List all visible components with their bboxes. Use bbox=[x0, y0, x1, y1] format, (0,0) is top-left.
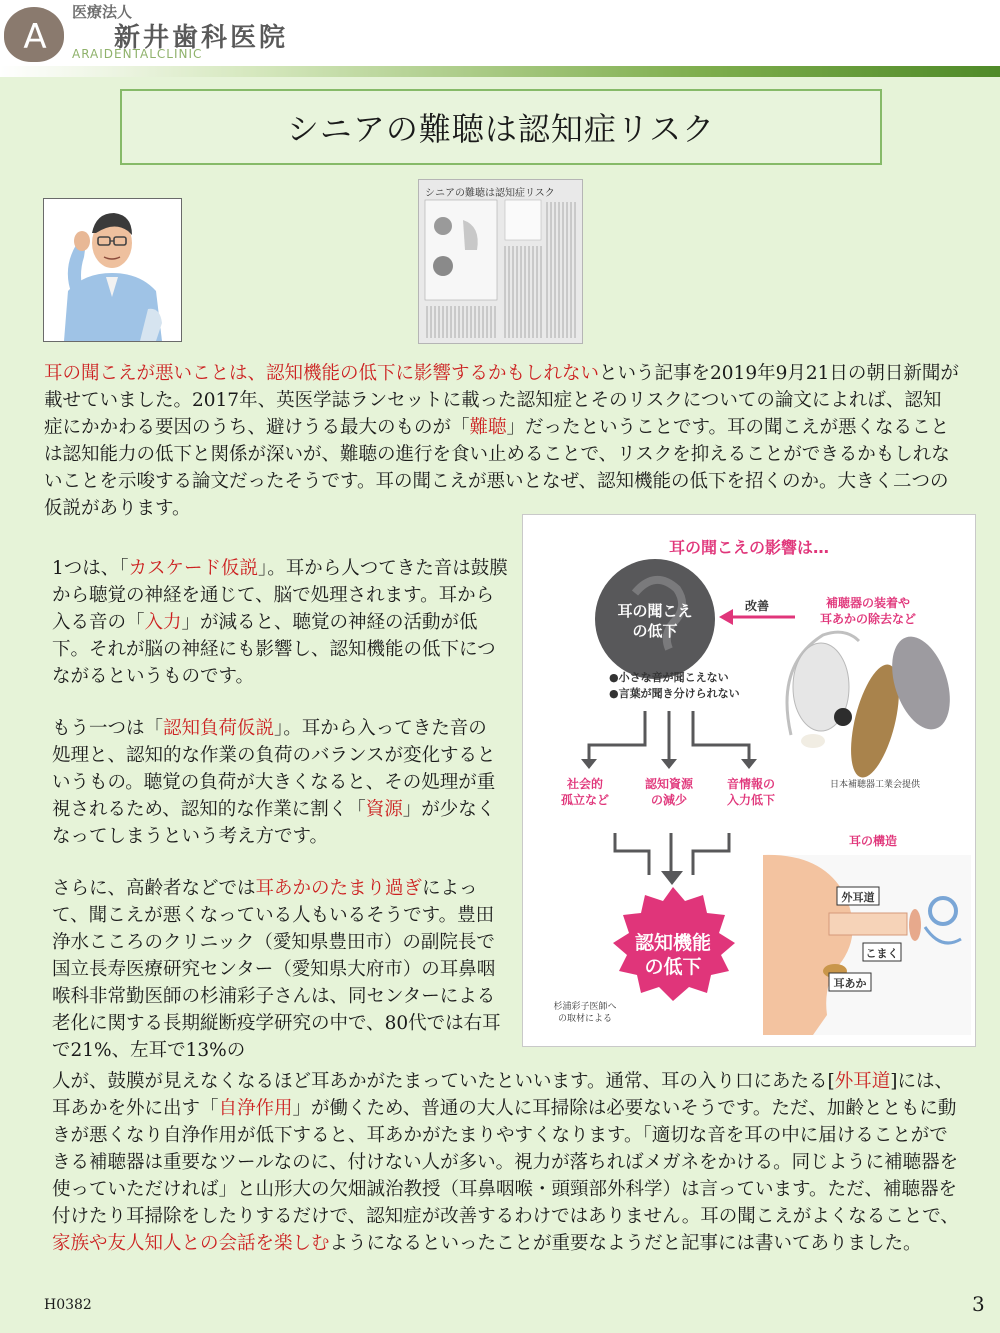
branch-arrow-head-1 bbox=[581, 759, 597, 769]
cascade-hypothesis-paragraph bbox=[52, 555, 510, 690]
source-line2: の取材による bbox=[557, 1014, 613, 1024]
center-line2: の低下 bbox=[632, 622, 678, 640]
earwax-paragraph bbox=[52, 875, 507, 1064]
logo-mark: A bbox=[23, 17, 47, 57]
intro-text-1: という記事を2019年9月21日の朝日新聞が載せていました。2017年、英医学誌ランセットに載った認知症とそのリスクについての論文によれば、認知症にかかわる要因のうち、避けうる最大のものが「 bbox=[44, 363, 959, 438]
effect2-line1: 認知資源 bbox=[644, 777, 694, 791]
intro-highlight: 耳の聞こえが悪いことは、認知機能の低下に影響するかもしれない bbox=[44, 363, 600, 384]
result-line2: の低下 bbox=[644, 956, 702, 978]
newspaper-clipping bbox=[418, 179, 583, 344]
earwax-text-2: によって、聞こえが悪くなっている人もいるそうです。豊田浄水こころのクリニック（愛知県豊田市）の副院長で国立長寿医療研究センター（愛知県大府市）の耳鼻咽喉科非常勤医師の杉浦彩子さんは、同センターによる老化に関する長期縦断疫学研究の中で、80代では右耳で21%、左耳で13%の bbox=[52, 878, 501, 1061]
drum-label: こまく bbox=[865, 947, 899, 960]
converge-arrows bbox=[615, 833, 729, 875]
conclusion-highlight-1: 外耳道 bbox=[834, 1071, 891, 1092]
cascade-highlight-1: カスケード仮説 bbox=[128, 558, 259, 579]
title-box bbox=[120, 89, 882, 165]
conclusion-text-3: 」が働くため、普通の大人に耳掃除は必要ないそうです。ただ、加齢とともに動きが悪くなり自浄作用が低下すると、耳あかがたまりやすくなります。「適切な音を耳の中に届けることができる補聴器は重要なツールなのに、付けない人が多い。視力が落ちればメガネをかける。同じように補聴器を使っていただければ」と山形大の欠畑誠治教授（耳鼻咽喉・頭頸部外科学）は言っています。ただ、補聴器を付けたり耳掃除をしたりするだけで、認知症が改善するわけではありません。耳の聞こえがよくなることで、 bbox=[52, 1098, 959, 1227]
intro-paragraph bbox=[44, 360, 959, 522]
aid-line2: 耳あかの除去など bbox=[819, 612, 917, 626]
effect1-line1: 社会的 bbox=[566, 777, 604, 791]
clinic-name: 新井歯科医院 bbox=[114, 23, 289, 53]
figure-title: 耳の聞こえの影響は… bbox=[668, 538, 830, 557]
center-line1: 耳の聞こえ bbox=[617, 602, 693, 620]
clipping-headline: シニアの難聴は認知症リスク bbox=[425, 188, 555, 199]
load-text-3: 」が少なくなってしまうという考え方です。 bbox=[52, 799, 496, 847]
improve-arrow-head bbox=[719, 609, 733, 625]
conclusion-text-4: ようになるといったことが重要なようだと記事には書いてありました。 bbox=[329, 1233, 922, 1254]
result-line1: 認知機能 bbox=[634, 932, 712, 954]
cascade-text-1: 1つは、「 bbox=[52, 558, 129, 579]
aid-line1: 補聴器の装着や bbox=[825, 596, 911, 610]
load-highlight-1: 認知負荷仮説 bbox=[163, 718, 275, 739]
conclusion-highlight-3: 家族や友人知人との会話を楽しむ bbox=[52, 1233, 330, 1254]
page-title: シニアの難聴は認知症リスク bbox=[286, 110, 716, 148]
senior-man-photo bbox=[43, 198, 182, 342]
clinic-name-english: ARAIDENTALCLINIC bbox=[72, 47, 203, 61]
hearing-impact-figure bbox=[522, 514, 976, 1047]
conclusion-highlight-2: 自浄作用 bbox=[218, 1098, 293, 1119]
intro-highlight-2: 難聴 bbox=[469, 417, 507, 438]
improve-label: 改善 bbox=[744, 599, 770, 613]
earwax-text-1: さらに、高齢者などでは bbox=[52, 878, 256, 899]
branch-arrow-head-2 bbox=[661, 759, 677, 769]
bullet-small-sounds: ●小さな音が聞こえない bbox=[609, 671, 729, 684]
hearing-aid-illustration bbox=[787, 629, 961, 782]
load-highlight-2: 資源 bbox=[365, 799, 403, 820]
cascade-text-2: 」。耳から人つてきた音は鼓膜から聴覚の神経を通じて、脳で処理されます。耳から入る音の「 bbox=[52, 558, 508, 633]
ear-structure-title: 耳の構造 bbox=[848, 834, 898, 848]
clinic-logo[interactable] bbox=[4, 3, 314, 63]
source-line1: 杉浦彩子医師へ bbox=[553, 1002, 617, 1012]
header-gradient-line bbox=[0, 66, 1000, 77]
effect2-line2: の減少 bbox=[650, 793, 688, 807]
effect3-line1: 音情報の bbox=[726, 777, 776, 791]
intro-text-2: 」だったということです。耳の聞こえが悪くなることは認知能力の低下と関係が深いが、難聴の進行を食い止めることで、リスクを抑えることができるかもしれないことを示唆する論文だったそうです。耳の聞こえが悪いとなぜ、認知機能の低下を招くのか。大きく二つの仮説があります。 bbox=[44, 417, 950, 519]
conclusion-paragraph bbox=[52, 1068, 964, 1257]
conclusion-text-1: 人が、鼓膜が見えなくなるほど耳あかがたまっていたといいます。通常、耳の入り口にあたる[ bbox=[52, 1071, 835, 1092]
branch-arrow-head-3 bbox=[741, 759, 757, 769]
conclusion-text-2: ]には、耳あかを外に出す「 bbox=[52, 1071, 953, 1119]
document-code: H0382 bbox=[44, 1297, 92, 1313]
cascade-text-3: 」が減ると、聴覚の神経の活動が低下。それが脳の神経にも影響し、認知機能の低下につながるというものです。 bbox=[52, 612, 496, 687]
logo-badge bbox=[4, 7, 64, 62]
corporation-type: 医療法人 bbox=[72, 3, 133, 21]
effect3-line2: 入力低下 bbox=[726, 793, 776, 807]
effect1-line2: 孤立など bbox=[560, 793, 610, 807]
wax-label: 耳あか bbox=[833, 977, 867, 990]
earwax-highlight: 耳あかのたまり過ぎ bbox=[255, 878, 423, 899]
cascade-highlight-2: 入力 bbox=[144, 612, 182, 633]
page-number: 3 bbox=[972, 1292, 985, 1316]
converge-arrow-head bbox=[661, 871, 683, 885]
branch-arrows bbox=[589, 711, 749, 759]
load-text-1: もう一つは「 bbox=[52, 718, 164, 739]
canal-label: 外耳道 bbox=[841, 891, 875, 904]
bullet-words: ●言葉が聞き分けられない bbox=[609, 687, 740, 700]
load-text-2: 」。耳から入ってきた音の処理と、認知的な作業の負荷のバランスが変化するというもの。聴覚の負荷が大きくなると、その処理が重視されるため、認知的な作業に割く「 bbox=[52, 718, 496, 820]
cognitive-load-paragraph bbox=[52, 715, 502, 850]
aid-credit: 日本補聴器工業会提供 bbox=[829, 780, 921, 790]
